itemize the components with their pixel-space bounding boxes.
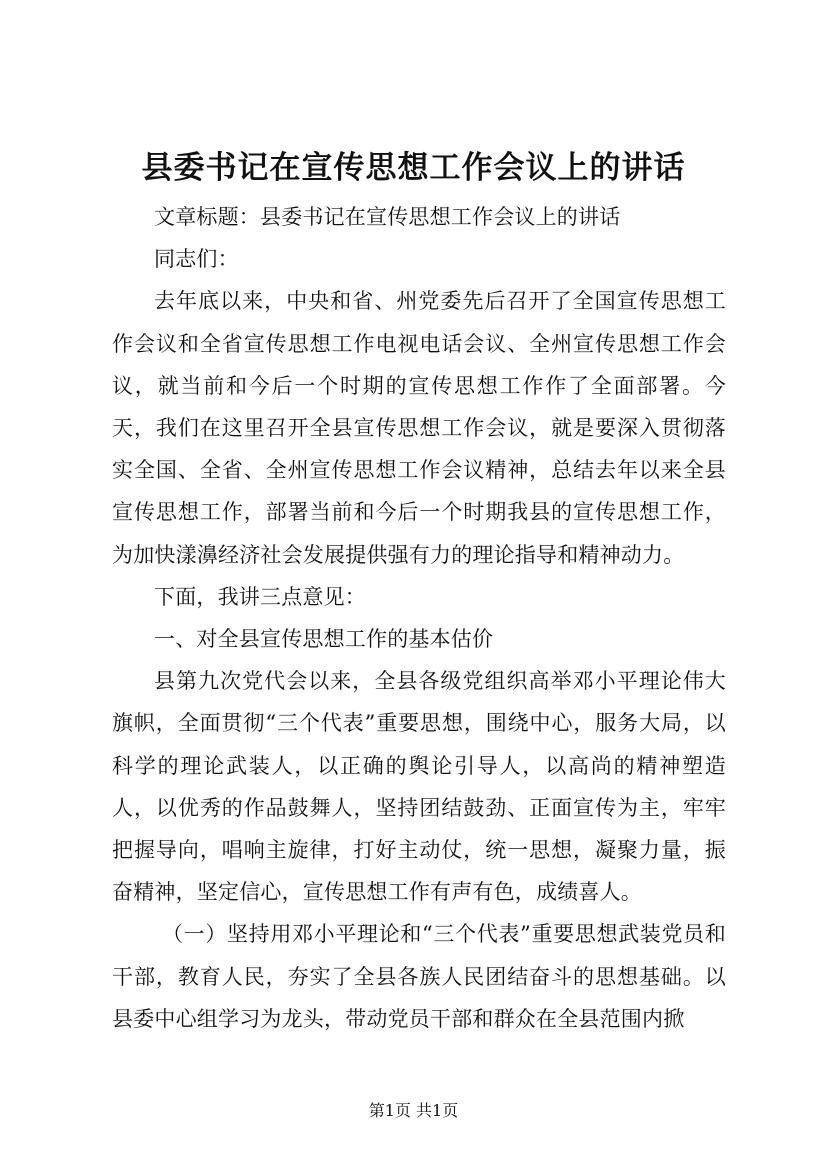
paragraph-assessment: 县第九次党代会以来，全县各级党组织高举邓小平理论伟大旗帜，全面贯彻“三个代表”重要思想，围绕中心，服务大局，以科学的理论武装人，以正确的舆论引导人，以高尚的精神塑造人，以优秀的作品鼓舞人，坚持团结鼓劲、正面宣传为主，牢牢把握导向，唱响主旋律，打好主动仗，统一思想，凝聚力量，振奋精神，坚定信心，宣传思想工作有声有色，成绩喜人。 (112, 669, 726, 905)
article-title-line: 文章标题：县委书记在宣传思想工作会议上的讲话 (154, 205, 621, 229)
document-body (112, 196, 726, 1040)
paragraph-points: 下面，我讲三点意见： (154, 584, 366, 609)
document-title: 县委书记在宣传思想工作会议上的讲话 (141, 150, 686, 186)
section-heading-1: 一、对全县宣传思想工作的基本估价 (154, 627, 494, 652)
paragraph-subsection-1: （一）坚持用邓小平理论和“三个代表”重要思想武装党员和干部，教育人民，夯实了全县各族人民团结奋斗的思想基础。以县委中心组学习为龙头，带动党员干部和群众在全县范围内掀 (112, 922, 726, 1031)
paragraph-intro: 去年底以来，中央和省、州党委先后召开了全国宣传思想工作会议和全省宣传思想工作电视电话会议、全州宣传思想工作会议，就当前和今后一个时期的宣传思想工作作了全面部署。今天，我们在这里召开全县宣传思想工作会议，就是要深入贯彻落实全国、全省、全州宣传思想工作会议精神，总结去年以来全县宣传思想工作，部署当前和今后一个时期我县的宣传思想工作，为加快漾濞经济社会发展提供强有力的理论指导和精神动力。 (112, 289, 726, 567)
page-number: 第1页 共1页 (368, 1101, 459, 1120)
salutation: 同志们： (154, 247, 239, 272)
